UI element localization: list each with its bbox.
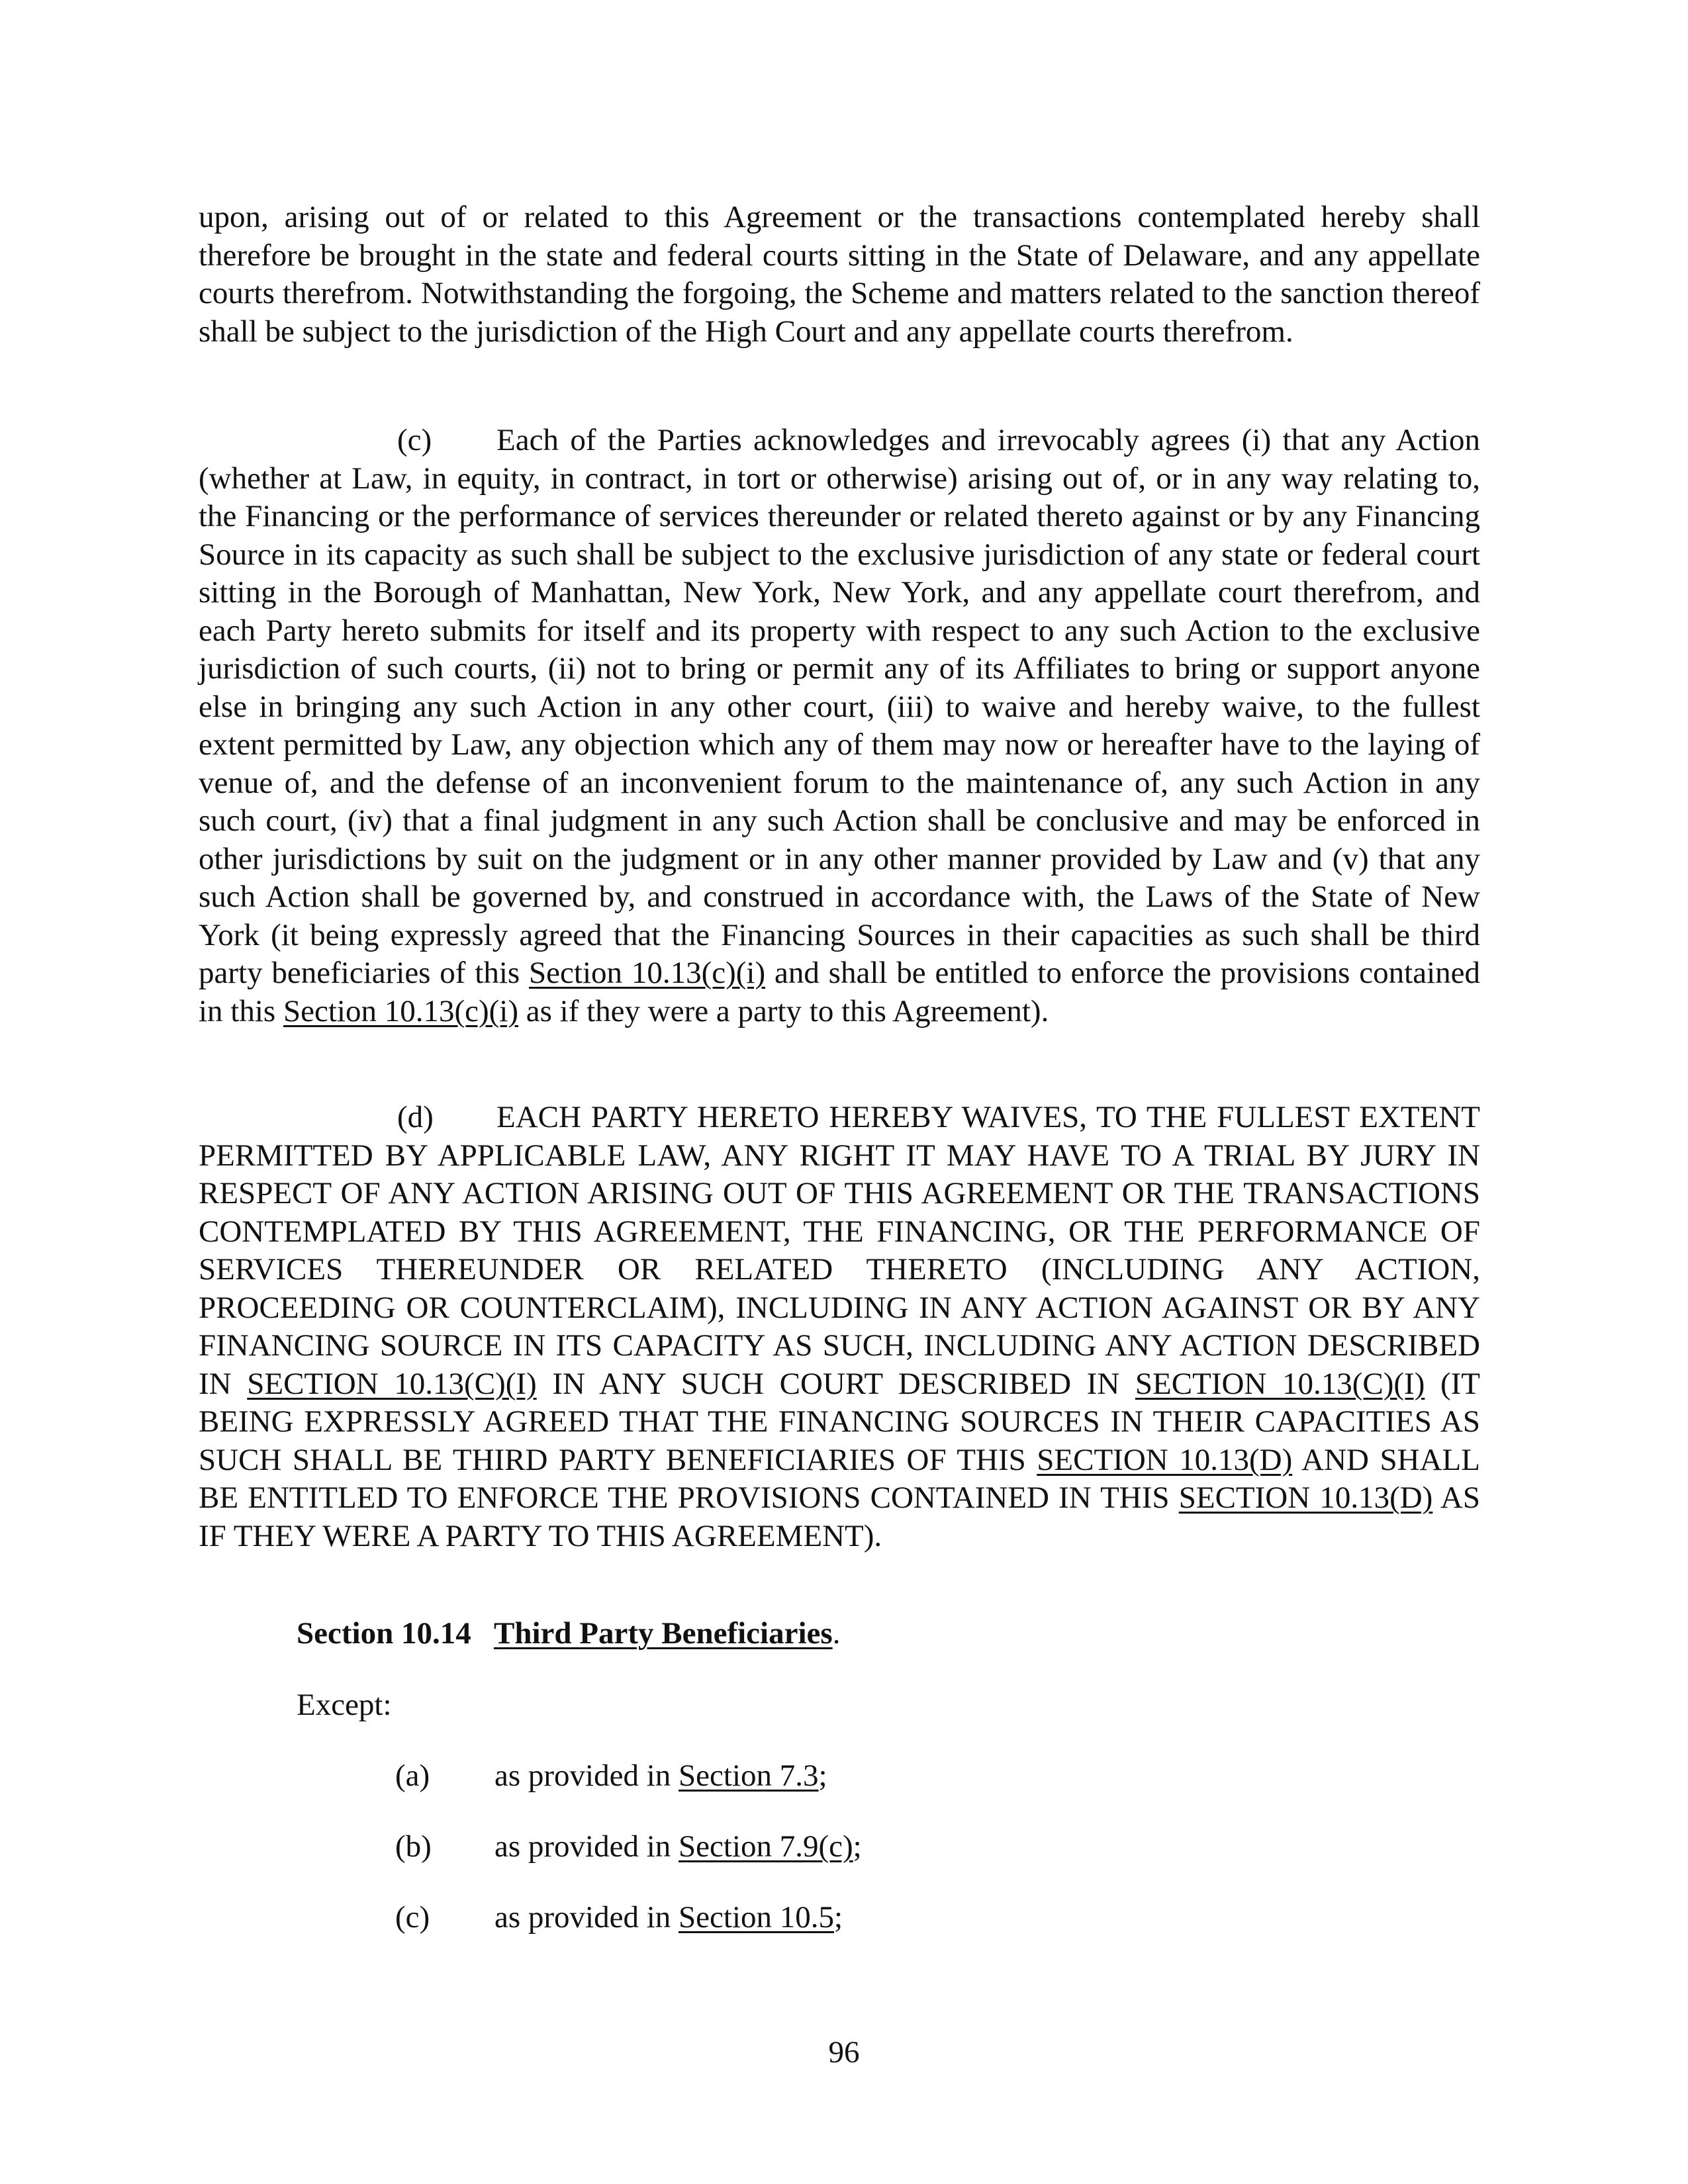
section-reference-link: Section 7.3 — [679, 1758, 819, 1793]
list-item-text: as provided in — [494, 1758, 671, 1793]
section-number: Section 10.14 — [297, 1616, 471, 1651]
list-item-suffix: ; — [818, 1758, 827, 1793]
except-label: Except: — [297, 1688, 392, 1722]
section-reference-link: SECTION 10.13(C)(I) — [247, 1366, 537, 1401]
paragraph-c-text-3: as if they were a party to this Agreement). — [526, 993, 1049, 1028]
list-item-label: (c) — [395, 1900, 430, 1934]
section-heading — [297, 1615, 840, 1653]
paragraph-d-text-2: IN ANY SUCH COURT DESCRIBED IN — [552, 1366, 1120, 1401]
paragraph-c-text-2: and shall be entitled to enforce the provisions contained in this — [199, 956, 1481, 1028]
section-title: Third Party Beneficiaries — [494, 1616, 833, 1651]
paragraph-c-label: (c) — [397, 423, 432, 457]
paragraph-d-text-4: AND SHALL BE ENTITLED TO ENFORCE THE PROVISIONS CONTAINED IN THIS — [199, 1442, 1480, 1515]
paragraph-d-text-3: (IT BEING EXPRESSLY AGREED THAT THE FINANCING SOURCES IN THEIR CAPACITIES AS SUCH SHALL BE THIRD PARTY BENEFICIARIES OF THIS — [199, 1366, 1481, 1477]
list-item-suffix: ; — [834, 1900, 843, 1934]
list-item-label: (a) — [395, 1758, 430, 1793]
section-reference-link: Section 10.5 — [679, 1900, 835, 1934]
page-number: 96 — [828, 2035, 860, 2070]
section-reference-link: SECTION 10.13(C)(I) — [1135, 1366, 1425, 1401]
paragraph-c-text-1: Each of the Parties acknowledges and irrevocably agrees (i) that any Action (whether at Law, in equity, in contract, in tort or otherwise) arising out of, or in any way relating to, the Financing or the performance of services thereunder or related thereto against or by any Financing Source in its capacity as such shall be subject to the exclusive jurisdiction of any state or federal court sitting in the Borough of Manhattan, New York, New York, and any appellate court therefrom, and each Party hereto submits for itself and its property with respect to any such Action to the exclusive jurisdiction of such courts, (ii) not to bring or permit any of its Affiliates to bring or support anyone else in bringing any such Action in any other court, (iii) to waive and hereby waive, to the fullest extent permitted by Law, any objection which any of them may now or hereafter have to the laying of venue of, and the defense of an inconvenient forum to the maintenance of, any such Action in any such court, (iv) that a final judgment in any such Action shall be conclusive and may be enforced in other jurisdictions by suit on the judgment or in any other manner provided by Law and (v) that any such Action shall be governed by, and construed in accordance with, the Laws of the State of New York (it being expressly agreed that the Financing Sources in their capacities as such shall be third party beneficiaries of this — [199, 423, 1480, 990]
section-reference-link: SECTION 10.13(D) — [1178, 1480, 1433, 1515]
list-item-label: (b) — [395, 1829, 432, 1864]
paragraph-d-text-1: EACH PARTY HERETO HEREBY WAIVES, TO THE FULLEST EXTENT PERMITTED BY APPLICABLE LAW, ANY RIGHT IT MAY HAVE TO A TRIAL BY JURY IN RESPECT OF ANY ACTION ARISING OUT OF THIS AGREEMENT OR THE TRANSACTIONS CONTEMPLATED BY THIS AGREEMENT, THE FINANCING, OR THE PERFORMANCE OF SERVICES THEREUNDER OR RELATED THERETO (INCLUDING ANY ACTION, PROCEEDING OR COUNTERCLAIM), INCLUDING IN ANY ACTION AGAINST OR BY ANY FINANCING SOURCE IN ITS CAPACITY AS SUCH, INCLUDING ANY ACTION DESCRIBED IN — [199, 1100, 1480, 1401]
section-reference-link: SECTION 10.13(D) — [1037, 1442, 1293, 1477]
paragraph-continued — [199, 199, 1480, 351]
paragraph-d-label: (d) — [397, 1100, 434, 1134]
paragraph-d-text-5: AS IF THEY WERE A PARTY TO THIS AGREEMENT). — [199, 1480, 1481, 1553]
section-reference-link: Section 7.9(c) — [679, 1829, 853, 1864]
paragraph-d — [199, 1099, 1480, 1555]
list-item-text: as provided in — [494, 1900, 671, 1934]
list-item — [395, 1828, 862, 1866]
list-item — [395, 1899, 843, 1936]
section-reference-link: Section 10.13(c)(i) — [283, 993, 518, 1028]
section-reference-link: Section 10.13(c)(i) — [529, 956, 766, 990]
section-title-period: . — [832, 1616, 841, 1651]
paragraph-c — [199, 422, 1480, 1030]
list-item-suffix: ; — [853, 1829, 862, 1864]
list-item-text: as provided in — [494, 1829, 671, 1864]
paragraph-continued-text: upon, arising out of or related to this Agreement or the transactions contemplated hereby shall therefore be brought in the state and federal courts sitting in the State of Delaware, and any appellate courts therefrom. Notwithstanding the forgoing, the Scheme and matters related to the sanction thereof shall be subject to the jurisdiction of the High Court and any appellate courts therefrom. — [199, 200, 1480, 349]
list-item — [395, 1757, 827, 1795]
